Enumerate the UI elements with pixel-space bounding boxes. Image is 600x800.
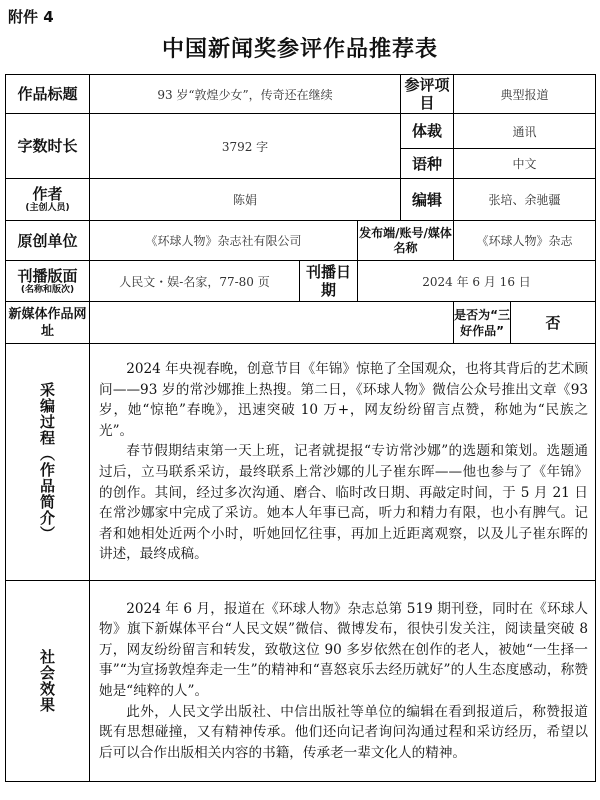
word-count-label: 字数时长	[6, 114, 90, 179]
genre-label: 体裁	[401, 114, 454, 149]
author-value: 陈娟	[90, 179, 401, 221]
entry-category-value: 典型报道	[454, 75, 596, 114]
attachment-label: 附件 4	[8, 8, 54, 26]
effect-label: 社会效果	[38, 649, 56, 713]
pub-date-label: 刊播日期	[300, 261, 358, 302]
layout-label-cell	[6, 261, 90, 302]
three-good-value: 否	[511, 302, 596, 344]
effect-content	[90, 581, 596, 782]
language-value: 中文	[454, 149, 596, 179]
editor-value: 张培、余驰疆	[454, 179, 596, 221]
author-sub-label: (主创人员)	[25, 203, 70, 213]
original-unit-value: 《环球人物》杂志社有限公司	[90, 221, 358, 261]
new-media-url-value	[90, 302, 454, 344]
entry-category-label: 参评项目	[401, 75, 454, 114]
effect-label-cell	[6, 581, 90, 782]
layout-sub-label: (名称和版次)	[20, 284, 75, 295]
three-good-label: 是否为“三好作品”	[454, 302, 511, 344]
work-title-value: 93 岁“敦煌少女”，传奇还在继续	[90, 75, 401, 114]
language-label: 语种	[401, 149, 454, 179]
publisher-value: 《环球人物》杂志	[454, 221, 596, 261]
process-label: 采编过程（作品简介）	[38, 382, 56, 542]
word-count-value: 3792 字	[90, 114, 401, 179]
author-label: 作者	[32, 185, 63, 203]
genre-value: 通讯	[454, 114, 596, 149]
layout-value: 人民文・娱-名家，77-80 页	[90, 261, 300, 302]
editor-label: 编辑	[401, 179, 454, 221]
new-media-label: 新媒体作品网址	[6, 302, 90, 344]
process-paragraph: 春节假期结束第一天上班，记者就提报“专访常沙娜”的选题和策划。选题通过后，立马联系采访，最终联系上常沙娜的儿子崔东晖——他也参与了《年锦》的创作。其间，经过多次沟通、磨合、临时改日期、再敲定时间，于 5 月 21 日在常沙娜家中完成了采访。她本人年事已高，听力和精力有限，也小有脾气。记者和她相处近两个小时，听她回忆往事，再加上近距离观察，以及儿子崔东晖的讲述，最终成稿。	[99, 443, 589, 563]
publisher-label: 发布端/账号/媒体名称	[358, 221, 454, 261]
recommendation-form	[5, 74, 596, 782]
effect-paragraph: 2024 年 6 月，报道在《环球人物》杂志总第 519 期刊登，同时在《环球人物》旗下新媒体平台“人民文娱”微信、微博发布，很快引发关注，阅读量突破 8 万，网友纷纷留言和转发，致敬这位 90 多岁依然在创作的老人，被她“一生择一事”“为宣扬敦煌奔走一生”的精神和“喜怒哀乐去经历就好”的人生态度感动，称赞她是“纯粹的人”。	[99, 600, 589, 699]
page-title: 中国新闻奖参评作品推荐表	[161, 37, 438, 62]
process-paragraph: 2024 年央视春晚，创意节目《年锦》惊艳了全国观众，也将其背后的艺术顾问——93 岁的常沙娜推上热搜。第二日，《环球人物》微信公众号推出文章《93 岁，她“惊艳”春晚》，迅速突破 10 万+，网友纷纷留言点赞，称她为“民族之光”。	[99, 361, 589, 439]
effect-paragraph: 此外，人民文学出版社、中信出版社等单位的编辑在看到报道后，称赞报道既有思想碰撞，又有精神传承。他们还向记者询问沟通过程和采访经历，希望以后可以合作出版相关内容的书籍，传承老一辈文化人的精神。	[99, 703, 589, 761]
process-content	[90, 344, 596, 581]
process-label-cell	[6, 344, 90, 581]
author-label-cell	[6, 179, 90, 221]
layout-label: 刊播版面	[17, 266, 78, 285]
pub-date-value: 2024 年 6 月 16 日	[358, 261, 596, 302]
work-title-label: 作品标题	[6, 75, 90, 114]
original-unit-label: 原创单位	[6, 221, 90, 261]
